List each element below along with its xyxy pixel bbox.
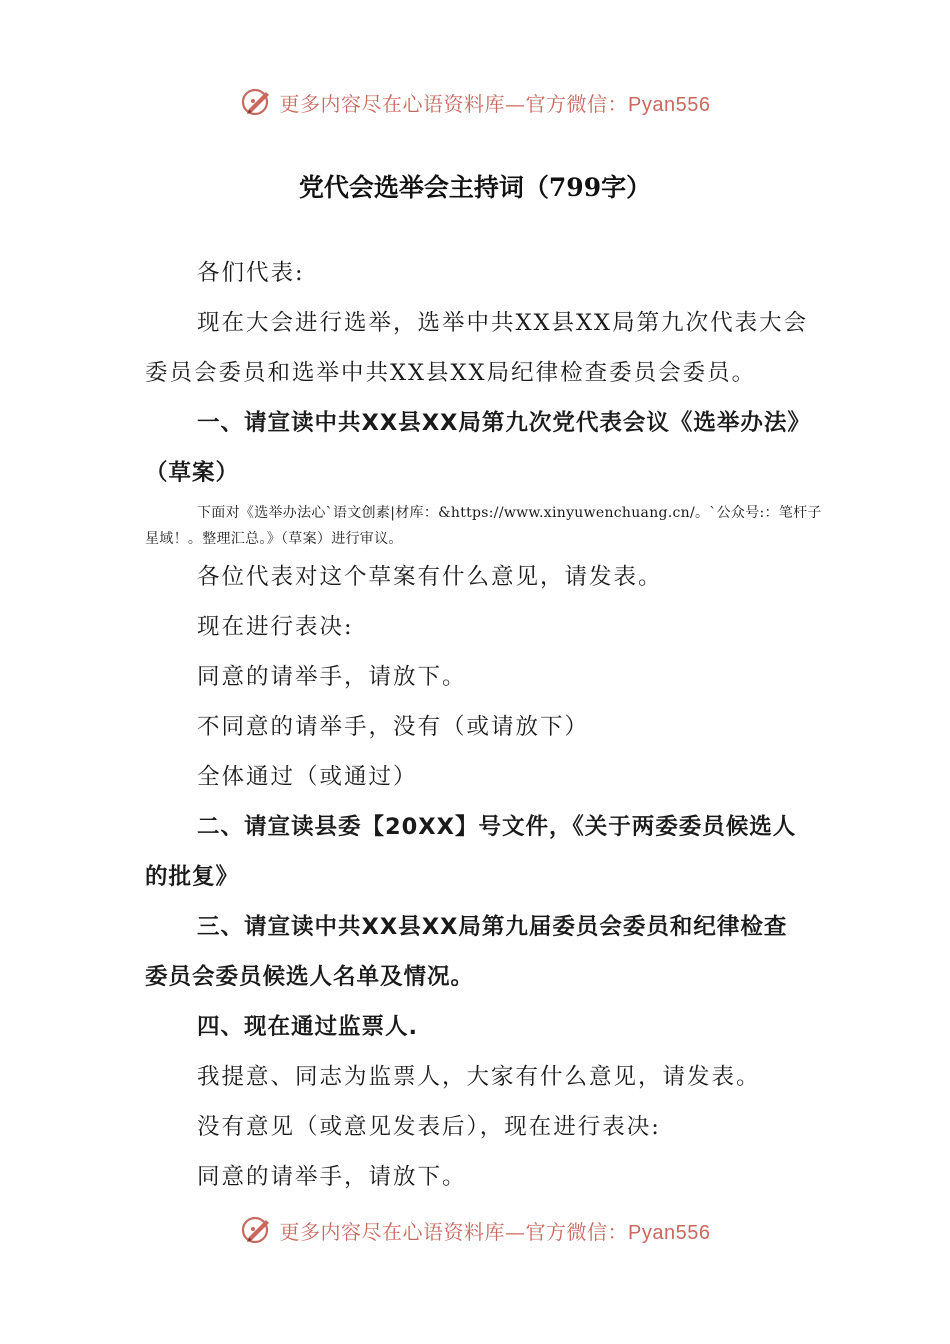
section-heading: 一、请宣读中共XX县XX局第九次党代表会议《选举办法》（草案）: [145, 410, 800, 486]
paragraph: 全体通过（或通过）: [197, 764, 418, 790]
paragraph: 现在进行表决:: [197, 614, 354, 640]
paragraph: 现在大会进行选举，选举中共XX县XX局第九次代表大会委员会委员和选举中共XX县XX局纪律检查委员会委员。: [145, 310, 809, 386]
document-title: 党代会选举会主持词（799字）: [298, 173, 652, 202]
paragraph: 各们代表:: [197, 260, 305, 286]
document-body: [145, 248, 822, 1202]
watermark-wechat-id: Pyan556: [628, 1221, 711, 1244]
paragraph: 各位代表对这个草案有什么意见，请发表。: [197, 564, 663, 590]
pen-logo-icon: [240, 1213, 274, 1247]
footer-watermark: [0, 1210, 950, 1250]
section-heading: 二、请宣读县委【20XX】号文件，《关于两委委员候选人的批复》: [145, 814, 797, 890]
header-watermark: [0, 82, 950, 122]
paragraph: 下面对《选举办法心`语文创素|材库：&https://www.xinyuwenchuang.cn/。`公众号:：笔杆子星域！。整理汇总。》（草案）进行审议。: [145, 505, 822, 547]
paragraph: 同意的请举手，请放下。: [197, 664, 467, 690]
section-heading: 四、现在通过监票人.: [197, 1014, 419, 1040]
paragraph: 同意的请举手，请放下。: [197, 1164, 467, 1190]
watermark-text: [280, 88, 711, 117]
watermark-label: 更多内容尽在心语资料库—官方微信：: [279, 1219, 629, 1244]
paragraph: 没有意见（或意见发表后），现在进行表决:: [197, 1114, 661, 1140]
pen-logo-icon: [240, 85, 274, 119]
section-heading: 三、请宣读中共XX县XX局第九届委员会委员和纪律检查委员会委员候选人名单及情况。: [145, 914, 788, 990]
paragraph: 我提意、同志为监票人，大家有什么意见，请发表。: [197, 1064, 761, 1090]
watermark-text: [280, 1216, 711, 1245]
watermark-wechat-id: Pyan556: [628, 93, 711, 116]
watermark-label: 更多内容尽在心语资料库—官方微信：: [279, 91, 629, 116]
paragraph: 不同意的请举手，没有（或请放下）: [197, 714, 590, 740]
